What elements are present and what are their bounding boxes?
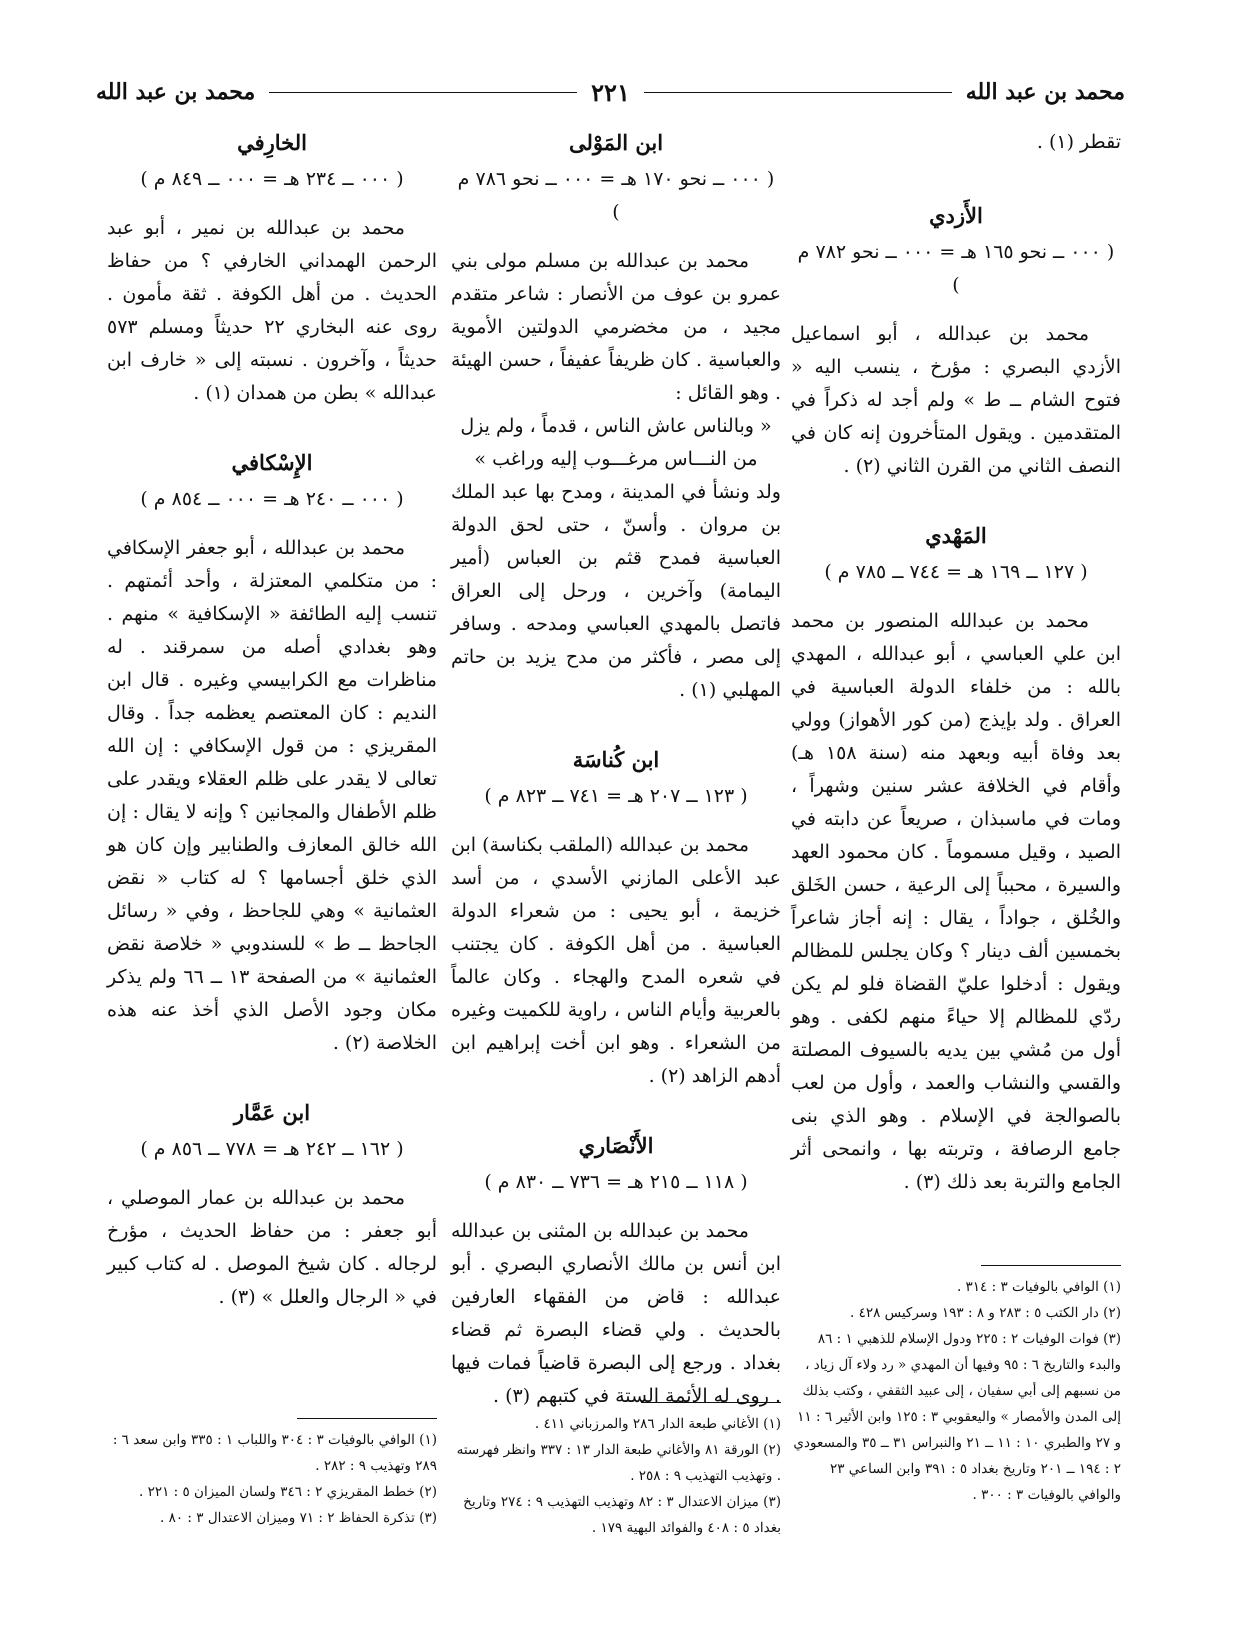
entry-ansari xyxy=(451,1129,781,1413)
footnote: (٢) خطط المقريزي ٢ : ٣٤٦ ولسان الميزان ٥ : ٢٢١ . xyxy=(138,1484,437,1500)
footnotes-middle xyxy=(451,1402,781,1541)
footnote: (٢) دار الكتب ٥ : ٢٨٣ و ٨ : ١٩٣ وسركيس ٤٢٨ . xyxy=(849,1305,1121,1321)
entry-title: ابن المَوْلى xyxy=(568,130,664,155)
entry-title: الخارِفي xyxy=(237,130,307,155)
footnote-divider xyxy=(981,1265,1121,1266)
running-header xyxy=(96,72,1125,112)
poem-verse-2: من النـــاس مرغـــوب إليه وراغب » xyxy=(474,448,758,470)
entry-mahdi xyxy=(791,519,1121,1199)
header-right-title: محمد بن عبد الله xyxy=(965,79,1125,105)
entry-dates: ( ٠٠٠ ــ نحو ١٧٠ هـ = ٠٠٠ ــ نحو ٧٨٦ م ) xyxy=(457,168,775,223)
entry-ibn-almawla xyxy=(451,126,781,707)
header-rule-left xyxy=(269,92,577,93)
entry-dates: ( ١٦٢ ــ ٢٤٢ هـ = ٧٧٨ ــ ٨٥٦ م ) xyxy=(140,1138,404,1160)
entry-kharifi xyxy=(107,126,437,410)
entry-ibn-kunasa xyxy=(451,743,781,1093)
entry-text-continued: ولد ونشأ في المدينة ، ومدح بها عبد الملك بن مروان . وأسنّ ، حتى لحق الدولة العباسية فمدح قثم بن العباس (أمير اليمامة) وآخرين ، ورحل إلى العراق فاتصل بالمهدي العباسي ومدحه . وسافر إلى مصر ، فأكثر من مدح يزيد بن حاتم المهلبي (١) . xyxy=(451,481,781,701)
page-number: ٢٢١ xyxy=(591,77,630,107)
entry-title: ابن عَمَّار xyxy=(233,1100,311,1125)
entry-iskafi xyxy=(107,446,437,1060)
header-left-title: محمد بن عبد الله xyxy=(95,79,256,105)
entry-dates: ( ١٢٧ ــ ١٦٩ هـ = ٧٤٤ ــ ٧٨٥ م ) xyxy=(824,561,1088,583)
entry-text: محمد بن عبدالله المنصور بن محمد ابن علي العباسي ، أبو عبدالله ، المهدي بالله : من خلفاء الدولة العباسية في العراق . ولد بإيذج (من كور الأهواز) وولي بعد وفاة أبيه وبعهد منه (سنة ١٥٨ هـ) وأقام في الخلافة عشر سنين وشهراً ، ومات في ماسبذان ، صريعاً عن دابته في الصيد ، وقيل مسموماً . كان محمود العهد والسيرة ، محبباً إلى الرعية ، حسن الخَلق والخُلق ، جواداً ، يقال : إنه أجاز شاعراً بخمسين ألف دينار ؟ وكان يجلس للمظالم ويقول : أدخلوا عليّ القضاة فلو لم يكن ردّي للمظالم إلا حياءً منهم لكفى . وهو أول من مُشي بين يديه بالسيوف المصلتة والقسي والنشاب والعمد ، وأول من لعب بالصوالجة في الإسلام . وهو الذي بنى جامع الرصافة ، وتربته بها ، وانمحى أثر الجامع والتربة بعد ذلك (٣) . xyxy=(791,610,1121,1193)
column-right xyxy=(791,126,1121,1217)
footnote-divider xyxy=(297,1418,437,1419)
footnote: (٣) فوات الوفيات ٢ : ٢٢٥ ودول الإسلام للذهبي ١ : ٨٦ والبدء والتاريخ ٦ : ٩٥ وفيها أن المهدي « رد ولاء آل زياد ، من نسبهم إلى أبي سفيان ، إلى عبيد الثقفي ، وكتب بذلك إلى المدن والأمصار » واليعقوبي ٣ : ١٢٥ وابن الأثير ٦ : ١١ و ٢٧ والطبري ١٠ : ١١ ــ ٢١ والنبراس ٣١ ــ ٣٥ والمسعودي ٢ : ١٩٤ ــ ٢٠١ وتاريخ بغداد ٥ : ٣٩١ وابن الساعي ٢٣ والوافي بالوفيات ٣ : ٣٠٠ . xyxy=(793,1331,1121,1503)
footnote-divider xyxy=(641,1402,781,1403)
footnotes-right xyxy=(791,1265,1121,1508)
entry-dates: ( ٠٠٠ ــ نحو ١٦٥ هـ = ٠٠٠ ــ نحو ٧٨٢ م ) xyxy=(797,241,1115,296)
entry-text: محمد بن عبدالله (الملقب بكناسة) ابن عبد الأعلى المازني الأسدي ، من أسد خزيمة ، أبو يحيى : من شعراء الدولة العباسية . من أهل الكوفة . كان يجتنب في شعره المدح والهجاء . وكان عالماً بالعربية وأيام الناس ، راوية للكميت وغيره من الشعراء . وهو ابن أخت إبراهيم ابن أدهم الزاهد (٢) . xyxy=(451,834,781,1087)
entry-dates: ( ١٢٣ ــ ٢٠٧ هـ = ٧٤١ ــ ٨٢٣ م ) xyxy=(484,785,748,807)
entry-text: محمد بن عبدالله بن المثنى بن عبدالله ابن أنس بن مالك الأنصاري البصري . أبو عبدالله : قاض من الفقهاء العارفين بالحديث . ولي قضاء البصرة ثم قضاء بغداد . ورجع إلى البصرة قاضياً فمات فيها . روى له الأئمة الستة في كتبهم (٣) . xyxy=(451,1220,781,1407)
entry-azdi xyxy=(791,199,1121,483)
entry-dates: ( ٠٠٠ ــ ٢٣٤ هـ = ٠٠٠ ــ ٨٤٩ م ) xyxy=(140,168,404,190)
continued-text: تقطر (١) . xyxy=(1036,131,1121,153)
column-left xyxy=(107,126,437,1332)
entry-text: محمد بن عبدالله بن مسلم مولى بني عمرو بن عوف من الأنصار : شاعر متقدم مجيد ، من مخضرمي الدولتين الأموية والعباسية . كان ظريفاً عفيفاً ، حسن الهيئة . وهو القائل : xyxy=(451,250,781,404)
entry-title: ابن كُناسَة xyxy=(572,747,660,772)
footnote: (١) الوافي بالوفيات ٣ : ٣١٤ . xyxy=(956,1279,1121,1295)
poem-verse-1: « وبالناس عاش الناس ، قدماً ، ولم يزل xyxy=(460,415,772,437)
entry-title: المَهْدي xyxy=(925,523,987,548)
footnote: (٢) الورقة ٨١ والأغاني طبعة الدار ١٣ : ٣٣٧ وانظر فهرسته . وتهذيب التهذيب ٩ : ٢٥٨ . xyxy=(456,1442,781,1484)
entry-dates: ( ٠٠٠ ــ ٢٤٠ هـ = ٠٠٠ ــ ٨٥٤ م ) xyxy=(140,488,404,510)
entry-title: الأَزدي xyxy=(929,203,983,228)
footnote: (١) الوافي بالوفيات ٣ : ٣٠٤ واللباب ١ : ٣٣٥ وابن سعد ٦ : ٢٨٩ وتهذيب ٩ : ٢٨٢ . xyxy=(112,1432,437,1474)
column-middle xyxy=(451,126,781,1431)
entry-title: الأَنْصَاري xyxy=(578,1133,654,1158)
entry-title: الإِسْكافي xyxy=(231,450,313,475)
entry-text: محمد بن عبدالله ، أبو اسماعيل الأزدي البصري : مؤرخ ، ينسب اليه « فتوح الشام ــ ط » ولم أجد له ذكراً في المتقدمين . ويقول المتأخرون إنه كان في النصف الثاني من القرن الثاني (٢) . xyxy=(791,323,1121,477)
header-rule-right xyxy=(644,92,952,93)
footnote: (١) الأغاني طبعة الدار ٢٨٦ والمرزباني ٤١١ . xyxy=(534,1416,781,1432)
footnotes-left xyxy=(107,1418,437,1531)
footnote: (٣) ميزان الاعتدال ٣ : ٨٢ وتهذيب التهذيب ٩ : ٢٧٤ وتاريخ بغداد ٥ : ٤٠٨ والفوائد البهية ١٧٩ . xyxy=(463,1494,781,1536)
entry-text: محمد بن عبدالله بن نمير ، أبو عبد الرحمن الهمداني الخارفي ؟ من حفاظ الحديث . من أهل الكوفة . ثقة مأمون . روى عنه البخاري ٢٢ حديثاً ومسلم ٥٧٣ حديثاً ، وآخرون . نسبته إلى « خارف ابن عبدالله » بطن من همدان (١) . xyxy=(107,217,437,404)
entry-text: محمد بن عبدالله بن عمار الموصلي ، أبو جعفر : من حفاظ الحديث ، مؤرخ لرجاله . كان شيخ الموصل . له كتاب كبير في « الرجال والعلل » (٣) . xyxy=(107,1187,437,1308)
entry-text: محمد بن عبدالله ، أبو جعفر الإسكافي : من متكلمي المعتزلة ، وأحد أئمتهم . تنسب إليه الطائفة « الإسكافية » منهم . وهو بغدادي أصله من سمرقند . له مناظرات مع الكرابيسي وغيره . قال ابن النديم : كان المعتصم يعظمه جداً . وقال المقريزي : من قول الإسكافي : إن الله تعالى لا يقدر على ظلم العقلاء ويقدر على ظلم الأطفال والمجانين ؟ وإنه لا يقال : إن الله خالق المعازف والطنابير وإن كان هو الذي خلق أجسامها ؟ له كتاب « نقض العثمانية » وهي للجاحظ ، وفي « رسائل الجاحظ ــ ط » للسندوبي « خلاصة نقض العثمانية » من الصفحة ١٣ ــ ٦٦ ولم يذكر مكان وجود الأصل الذي أخذ عنه هذه الخلاصة (٢) . xyxy=(107,537,438,1054)
footnote: (٣) تذكرة الحفاظ ٢ : ٧١ وميزان الاعتدال ٣ : ٨٠ . xyxy=(160,1510,437,1526)
entry-dates: ( ١١٨ ــ ٢١٥ هـ = ٧٣٦ ــ ٨٣٠ م ) xyxy=(484,1171,748,1193)
entry-ibn-ammar xyxy=(107,1096,437,1314)
